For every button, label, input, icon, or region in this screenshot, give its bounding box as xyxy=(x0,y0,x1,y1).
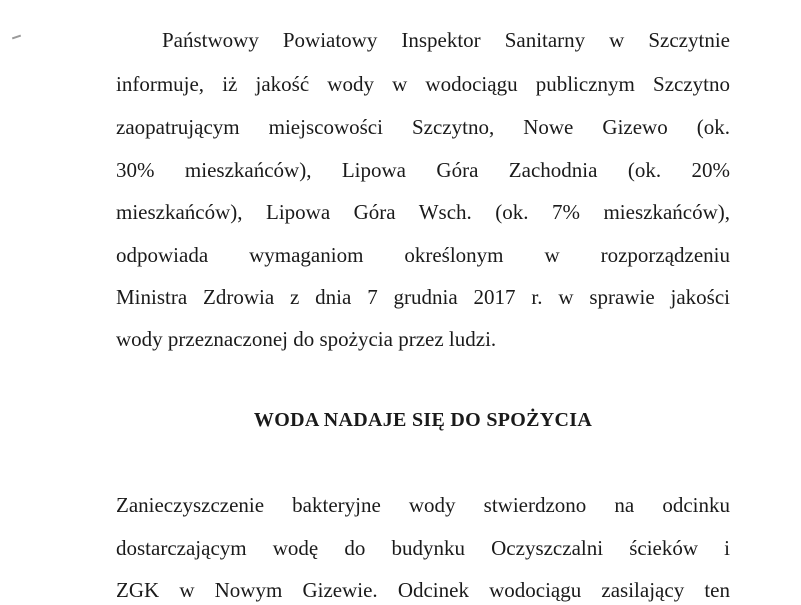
paragraph-line: odpowiada wymaganiom określonym w rozporządzeniu xyxy=(116,243,730,267)
paragraph-line: mieszkańców), Lipowa Góra Wsch. (ok. 7% mieszkańców), xyxy=(116,200,730,224)
paragraph-line: Państwowy Powiatowy Inspektor Sanitarny w Szczytnie xyxy=(162,28,730,52)
paragraph-line: 30% mieszkańców), Lipowa Góra Zachodnia (ok. 20% xyxy=(116,158,730,182)
paragraph-line: wody przeznaczonej do spożycia przez ludzi. xyxy=(116,327,497,351)
paragraph-line: informuje, iż jakość wody w wodociągu publicznym Szczytno xyxy=(116,72,730,96)
page-heading: WODA NADAJE SIĘ DO SPOŻYCIA xyxy=(253,409,593,431)
paragraph-line: ZGK w Nowym Gizewie. Odcinek wodociągu zasilający ten xyxy=(116,578,730,602)
paragraph-line: Ministra Zdrowia z dnia 7 grudnia 2017 r. w sprawie jakości xyxy=(116,285,730,309)
paragraph-line: zaopatrującym miejscowości Szczytno, Nowe Gizewo (ok. xyxy=(116,115,730,139)
paragraph-line: dostarczającym wodę do budynku Oczyszczalni ścieków i xyxy=(116,536,730,560)
scan-artifact-mark xyxy=(12,35,21,40)
paragraph-line: Zanieczyszczenie bakteryjne wody stwierdzono na odcinku xyxy=(116,493,730,517)
